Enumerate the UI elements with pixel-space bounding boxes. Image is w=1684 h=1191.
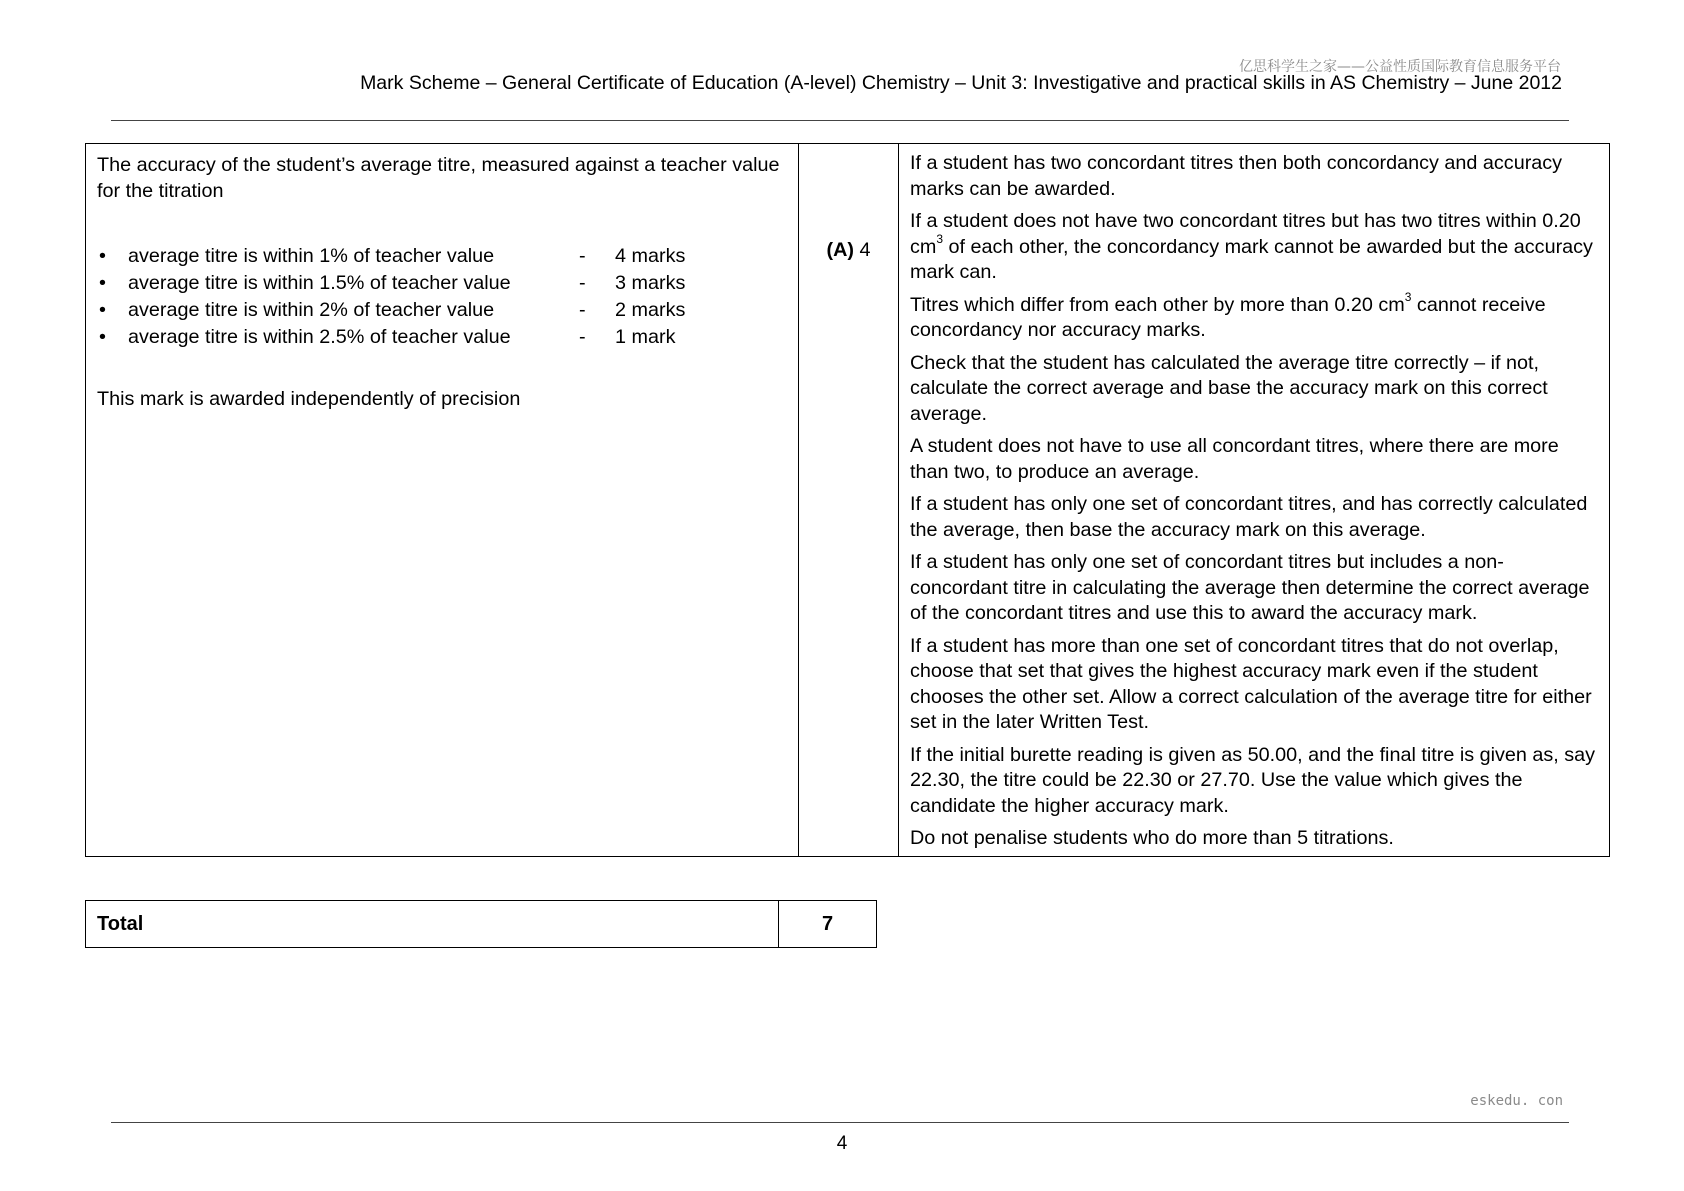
header-watermark: 亿思科学生之家——公益性质国际教育信息服务平台 (1239, 59, 1561, 75)
mark-type-label: (A) (826, 239, 854, 261)
footer-watermark: eskedu. con (1470, 1093, 1563, 1109)
bullet-icon: • (99, 326, 106, 348)
mark-scheme-table (85, 143, 1610, 857)
criterion-text: The accuracy of the student’s average titre, measured against a teacher value for the titration (97, 154, 780, 202)
bullet-icon: • (99, 299, 106, 321)
independence-note: This mark is awarded independently of precision (97, 388, 521, 410)
total-label: Total (86, 901, 779, 948)
guidance-note: If the initial burette reading is given as 50.00, and the final titre is given as, say 22.30, the titre could be 22.30 or 27.70. Use the value which gives the candidate the higher accuracy mark. (910, 743, 1596, 817)
band-text: average titre is within 2.5% of teacher value (128, 326, 511, 348)
guidance-note: If a student has two concordant titres then both concordancy and accuracy marks can be awarded. (910, 152, 1563, 200)
band-marks: 4 marks (615, 245, 686, 267)
band-marks: 3 marks (615, 272, 686, 294)
band-dash: - (579, 326, 586, 348)
total-table (85, 900, 877, 948)
superscript: 3 (936, 231, 944, 246)
guidance-text: Titres which differ from each other by more than 0.20 cm (910, 293, 1405, 316)
superscript: 3 (1404, 289, 1412, 304)
header-divider (111, 120, 1569, 121)
guidance-note: Check that the student has calculated the average titre correctly – if not, calculate the correct average and base the accuracy mark on this correct average. (910, 351, 1548, 425)
page-number: 4 (836, 1133, 848, 1154)
guidance-note (910, 209, 1601, 286)
band-marks: 2 marks (615, 299, 686, 321)
list-item (97, 244, 788, 271)
guidance-text: If a student does not have two concordant titres but has two titres within 0.20 cm (910, 210, 1581, 258)
guidance-note: If a student has only one set of concordant titres but includes a non-concordant titre in calculating the average then determine the correct average of the concordant titres and use this to award the accuracy mark. (910, 551, 1590, 624)
bullet-icon: • (99, 245, 106, 267)
footer-divider (111, 1122, 1569, 1123)
total-value: 7 (779, 901, 877, 948)
list-item (97, 298, 788, 325)
band-dash: - (579, 299, 586, 321)
band-text: average titre is within 1% of teacher value (128, 245, 495, 267)
guidance-note: If a student has more than one set of concordant titres that do not overlap, choose that set that gives the highest accuracy mark even if the student chooses the other set. Allow a correct calculation of the average titre for either set in the later Written Test. (910, 634, 1592, 733)
band-marks: 1 mark (615, 326, 676, 348)
mark-bands-list (97, 244, 788, 352)
band-text: average titre is within 2% of teacher value (128, 299, 495, 321)
guidance-text: cannot receive concordancy nor accuracy marks. (910, 293, 1546, 341)
guidance-text: of each other, the concordancy mark cannot be awarded but the accuracy mark can. (910, 235, 1593, 283)
band-dash: - (579, 245, 586, 267)
guidance-cell (899, 144, 1610, 857)
band-dash: - (579, 272, 586, 294)
table-row (86, 144, 1610, 857)
guidance-note (910, 289, 1601, 344)
guidance-note: Do not penalise students who do more than 5 titrations. (910, 827, 1394, 849)
table-row (86, 901, 877, 948)
bullet-icon: • (99, 272, 106, 294)
criterion-cell (86, 144, 799, 857)
list-item (97, 271, 788, 298)
marks-cell (799, 144, 899, 857)
list-item (97, 325, 788, 352)
mark-value: 4 (859, 239, 871, 261)
band-text: average titre is within 1.5% of teacher value (128, 272, 511, 294)
page-header-title: Mark Scheme – General Certificate of Education (A-level) Chemistry – Unit 3: Investigative and practical skills in AS Chemistry – June 2012 (360, 72, 1562, 94)
guidance-note: A student does not have to use all concordant titres, where there are more than two, to produce an average. (910, 435, 1559, 483)
guidance-note: If a student has only one set of concordant titres, and has correctly calculated the average, then base the accuracy mark on this average. (910, 493, 1588, 541)
